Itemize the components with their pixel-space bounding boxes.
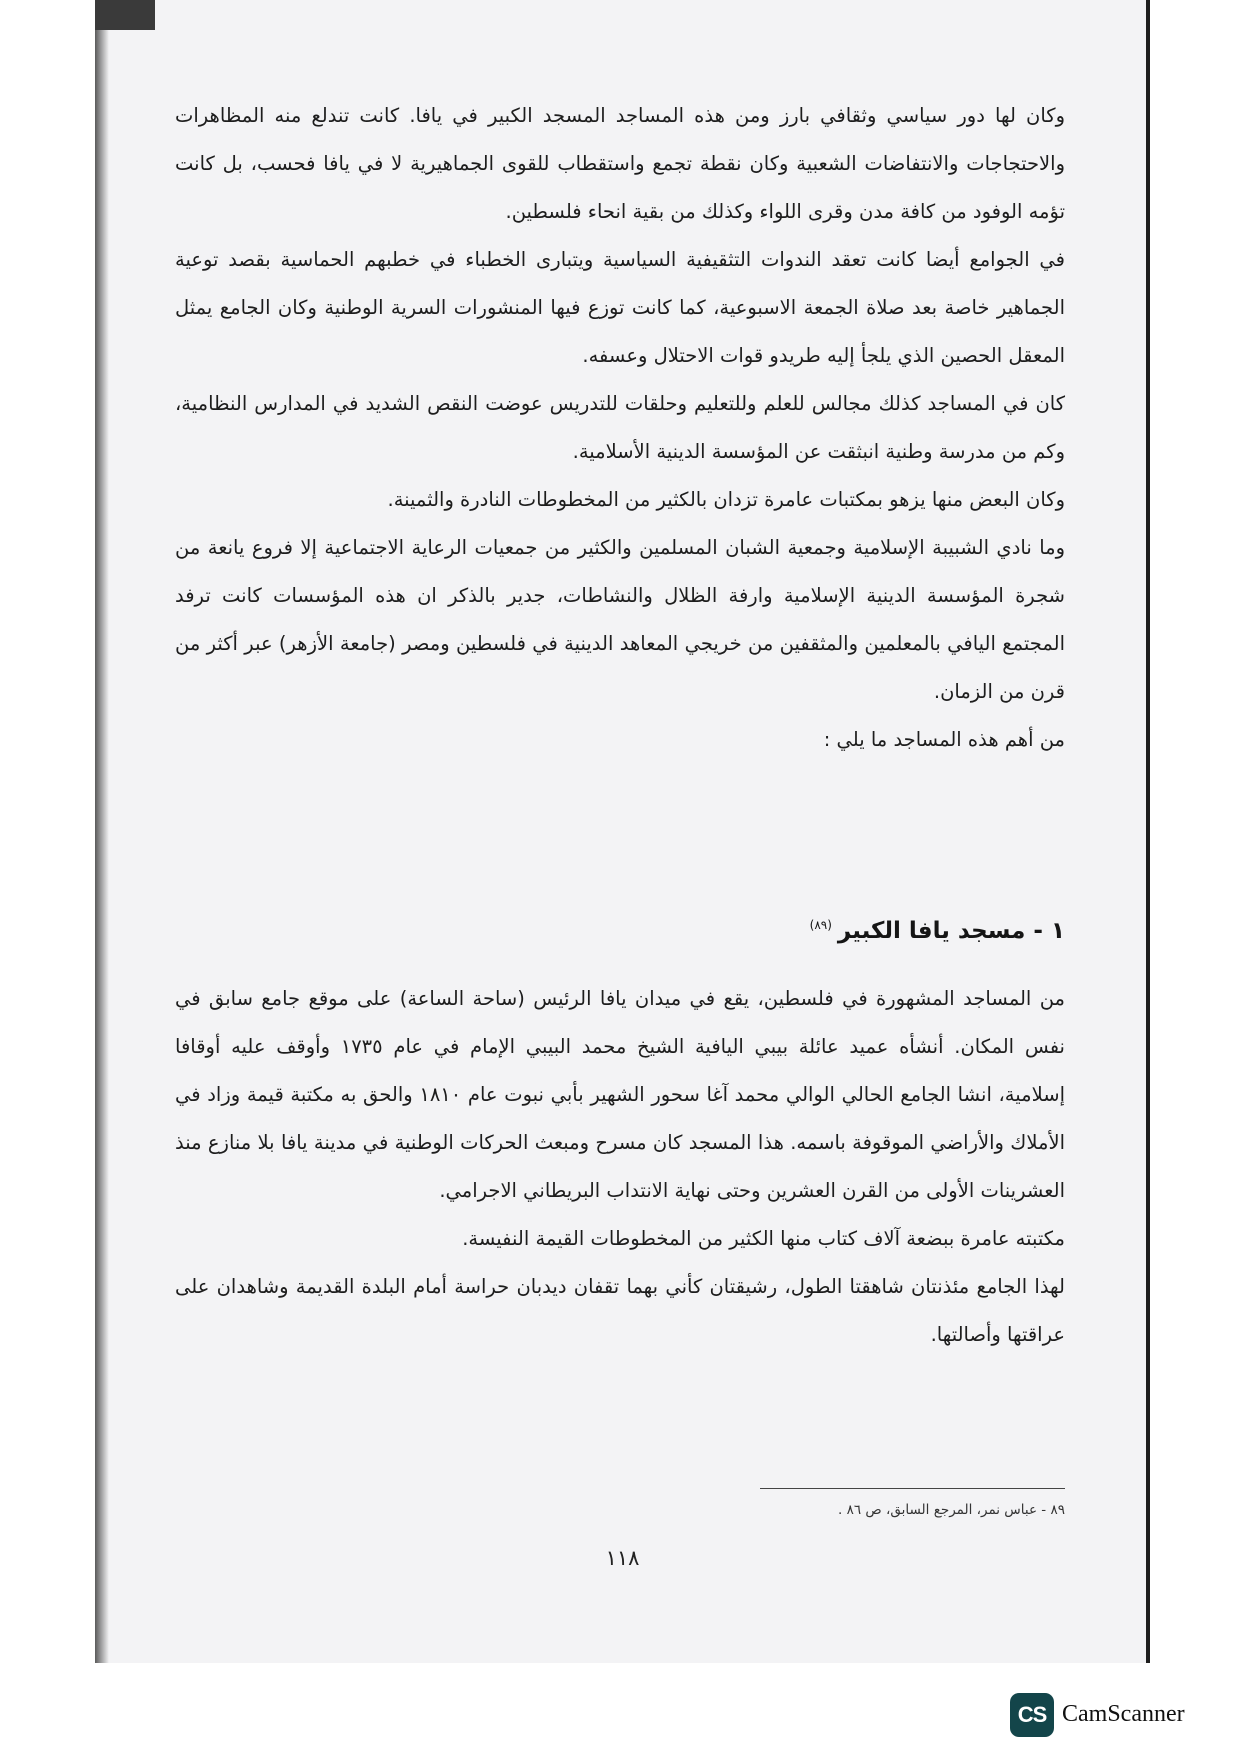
page-edge xyxy=(1146,0,1150,1663)
section-heading-text: ١ - مسجد يافا الكبير xyxy=(837,918,1065,944)
paragraph: كان في المساجد كذلك مجالس للعلم وللتعليم وحلقات للتدريس عوضت النقص الشديد في المدارس النظامية، وكم من مدرسة وطنية انبثقت عن المؤسسة الدينية الأسلامية. xyxy=(175,392,1065,463)
paragraph: وكان البعض منها يزهو بمكتبات عامرة تزدان بالكثير من المخطوطات النادرة والثمينة. xyxy=(387,488,1065,511)
camscanner-watermark xyxy=(1010,1693,1240,1737)
paragraph: من المساجد المشهورة في فلسطين، يقع في ميدان يافا الرئيس (ساحة الساعة) على موقع جامع سابق في نفس المكان. أنشأه عميد عائلة بيبي اليافية الشيخ محمد البيبي الإمام في عام ١٧٣٥ وأوقف عليه أوقافا إسلامية، انشا الجامع الحالي الوالي محمد آغا سحور الشهير بأبي نبوت عام ١٨١٠ والحق به مكتبة قيمة وزاد في الأملاك والأراضي الموقوفة باسمه. هذا المسجد كان مسرح ومبعث الحركات الوطنية في مدينة يافا بلا منازع منذ العشرينات الأولى من القرن العشرين وحتى نهاية الانتداب البريطاني الاجرامي. xyxy=(175,987,1065,1202)
paragraph: من أهم هذه المساجد ما يلي : xyxy=(823,728,1065,751)
binding-shadow xyxy=(95,0,109,1663)
footnote-divider xyxy=(760,1488,1065,1489)
footnote: ٨٩ - عباس نمر، المرجع السابق، ص ٨٦ . xyxy=(838,1502,1065,1518)
scanned-page xyxy=(95,0,1150,1663)
paragraph: وما نادي الشبيبة الإسلامية وجمعية الشبان المسلمين والكثير من جمعيات الرعاية الاجتماعية إلا فروع يانعة من شجرة المؤسسة الدينية الإسلامية وارفة الظلال والنشاطات، جدير بالذكر ان هذه المؤسسات كانت ترفد المجتمع اليافي بالمعلمين والمثقفين من خريجي المعاهد الدينية في فلسطين ومصر (جامعة الأزهر) عبر أكثر من قرن من الزمان. xyxy=(175,536,1065,703)
paragraph: لهذا الجامع مئذنتان شاهقتا الطول، رشيقتان كأني بهما تقفان ديدبان حراسة أمام البلدة القديمة وشاهدان على عراقتها وأصالتها. xyxy=(175,1275,1065,1346)
page-number: ١١٨ xyxy=(605,1546,640,1570)
paragraph: وكان لها دور سياسي وثقافي بارز ومن هذه المساجد المسجد الكبير في يافا. كانت تندلع منه المظاهرات والاحتجاجات والانتفاضات الشعبية وكان نقطة تجمع واستقطاب للقوى الجماهيرية لا في يافا فحسب، بل كانت تؤمه الوفود من كافة مدن وقرى اللواء وكذلك من بقية انحاء فلسطين. xyxy=(175,104,1065,223)
paragraph: في الجوامع أيضا كانت تعقد الندوات التثقيفية السياسية ويتبارى الخطباء في خطبهم الحماسية بقصد توعية الجماهير خاصة بعد صلاة الجمعة الاسبوعية، كما كانت توزع فيها المنشورات السرية الوطنية وكان الجامع يمثل المعقل الحصين الذي يلجأ إليه طريدو قوات الاحتلال وعسفه. xyxy=(175,248,1065,367)
section-body-text xyxy=(175,975,1065,1359)
camscanner-name: CamScanner xyxy=(1062,1701,1185,1727)
footnote-reference: (٨٩) xyxy=(809,918,832,933)
paragraph: مكتبته عامرة ببضعة آلاف كتاب منها الكثير من المخطوطات القيمة النفيسة. xyxy=(462,1227,1065,1250)
camscanner-logo-text: CS xyxy=(1017,1702,1047,1727)
camscanner-logo-icon xyxy=(1010,1693,1054,1737)
section-heading xyxy=(175,918,1065,944)
corner-shadow xyxy=(95,0,155,30)
body-text xyxy=(175,92,1065,764)
